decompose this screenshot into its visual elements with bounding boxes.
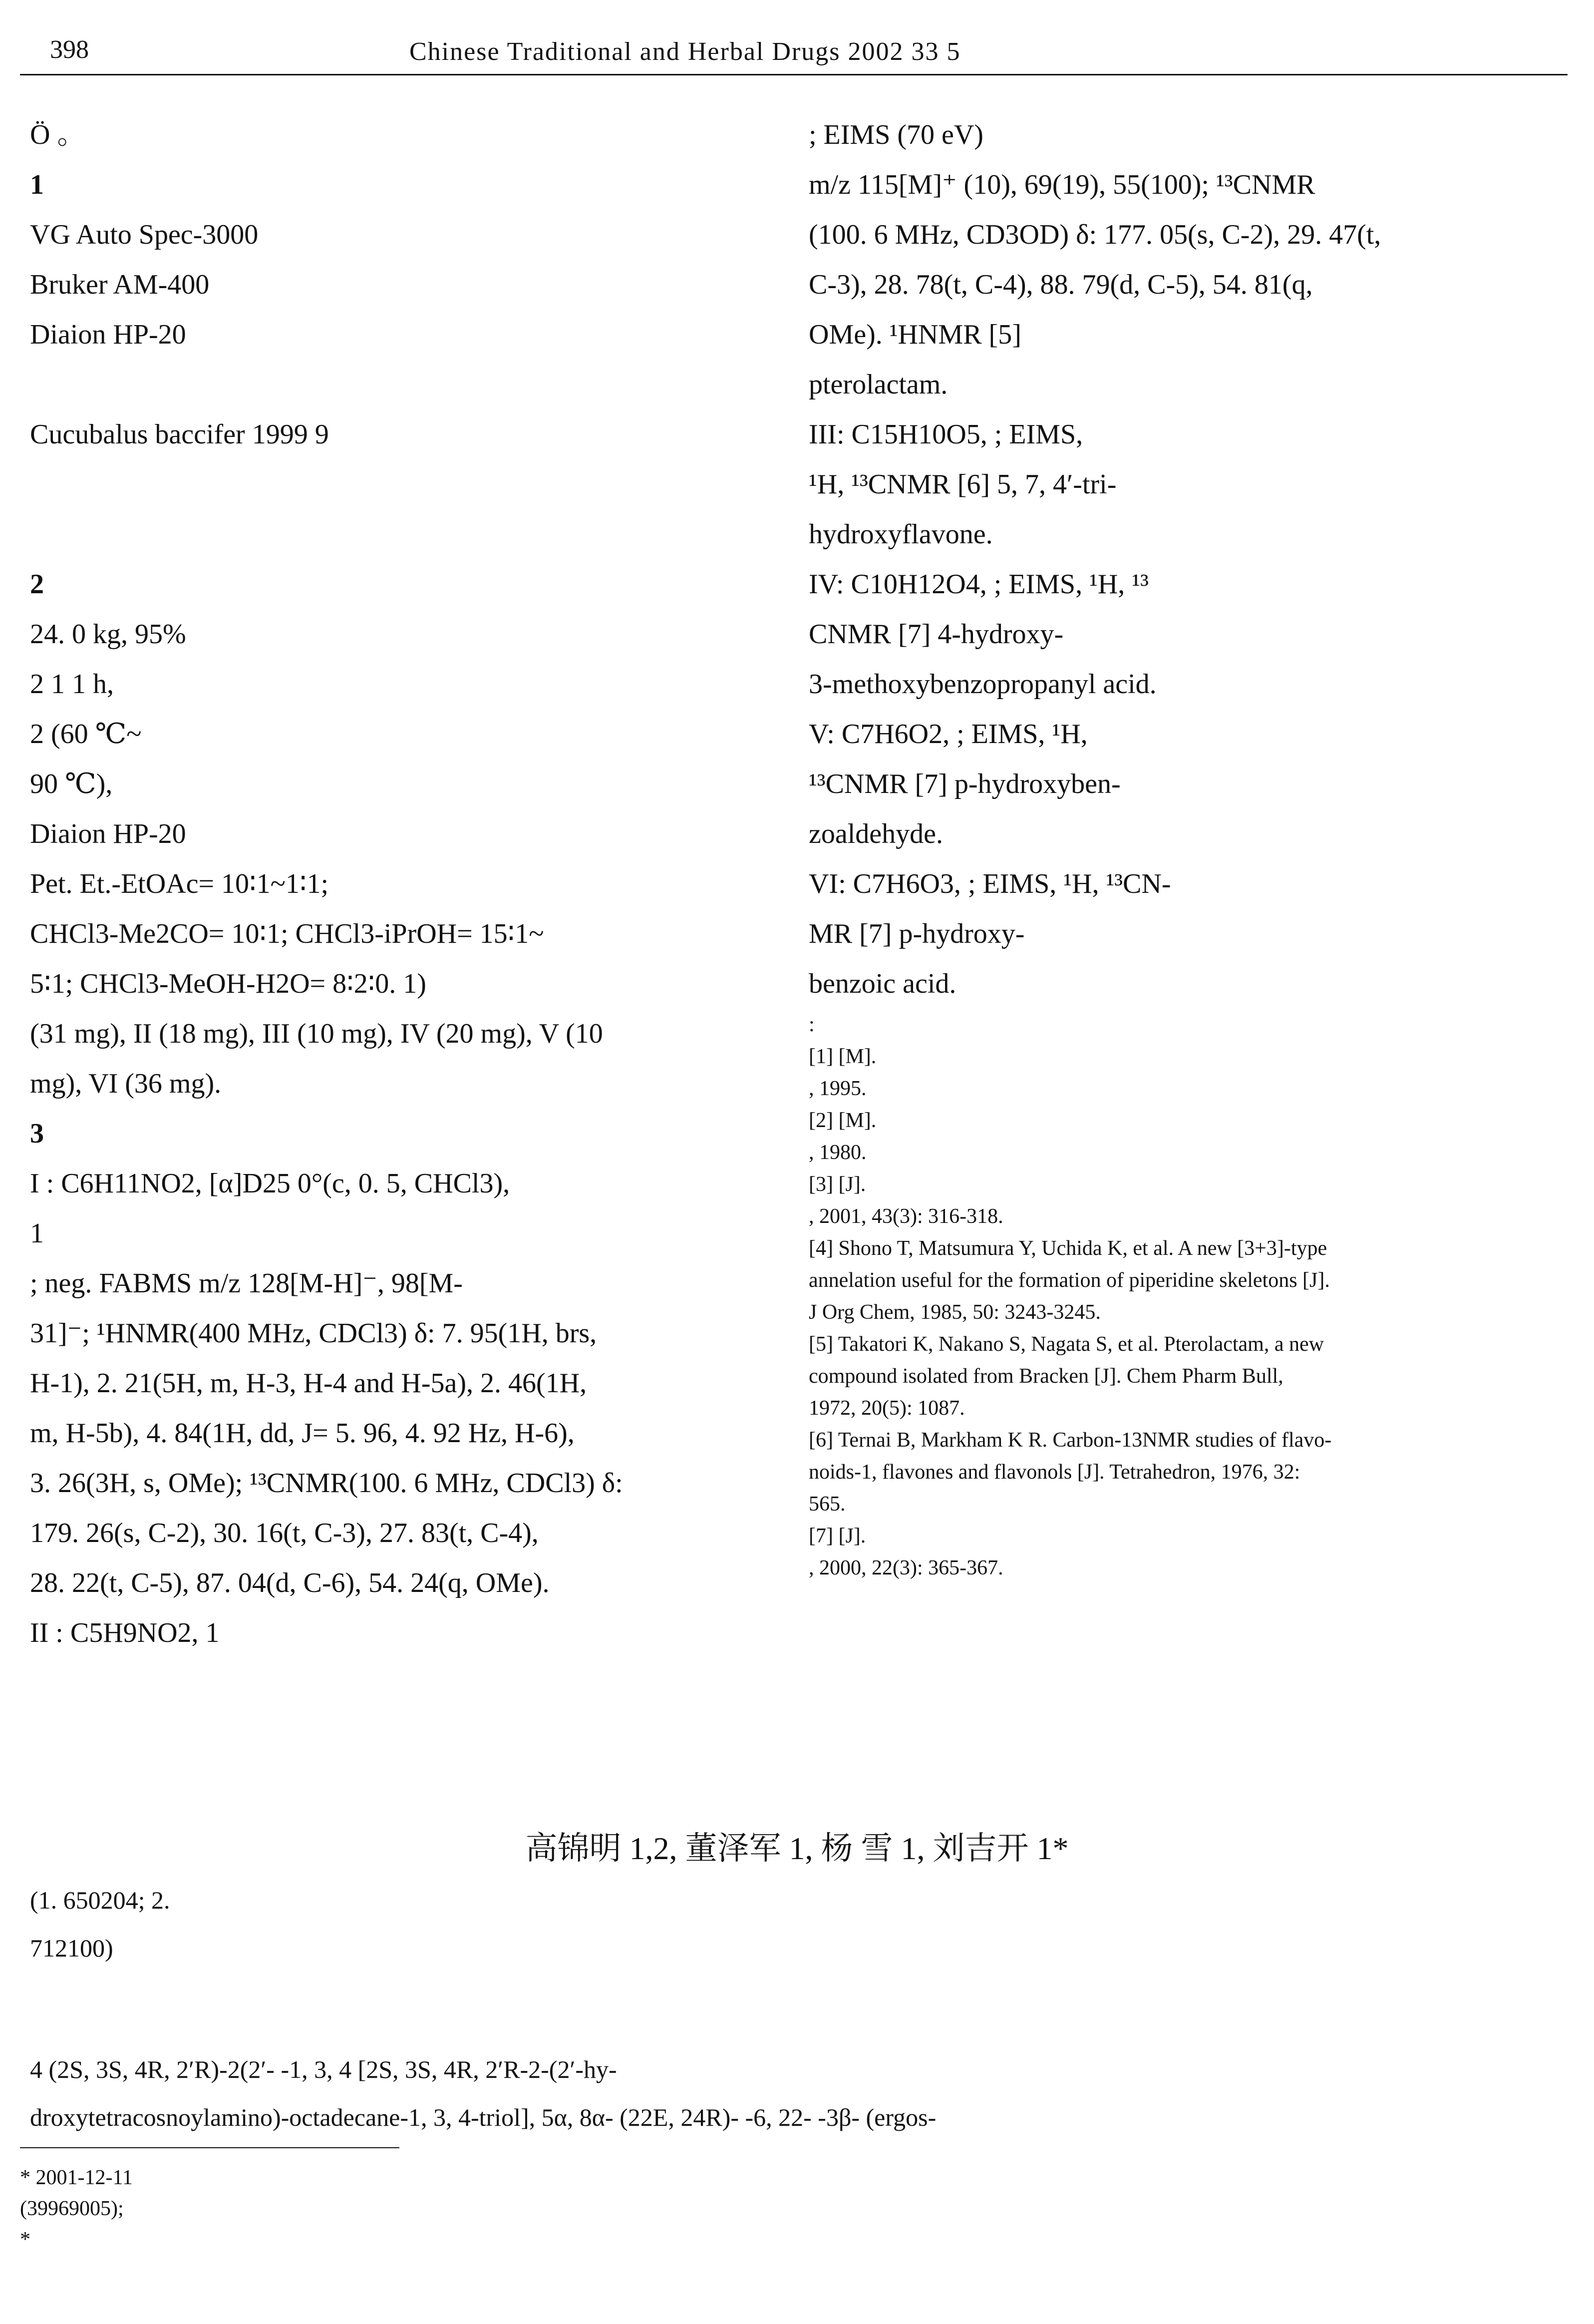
text-line [30, 509, 769, 559]
author-list: 高锦明 1,2, 董泽军 1, 杨 雪 1, 刘吉开 1* [525, 1831, 1069, 1866]
text-line: [5] Takatori K, Nakano S, Nagata S, et al. Pterolactam, a new [809, 1333, 1324, 1356]
text-line: * 2001-12-11 [20, 2166, 133, 2189]
text-line: [7] [J]. [809, 1525, 866, 1548]
text-line: 4 (2S, 3S, 4R, 2′R)-2(2′- -1, 3, 4 [2S, 3S, 4R, 2′R-2-(2′-hy- [30, 2055, 617, 2083]
section-heading: 2 [30, 569, 44, 600]
section-heading: 1 [30, 169, 44, 200]
text-line: 565. [809, 1493, 846, 1516]
text-line: droxytetracosnoylamino)-octadecane-1, 3, 4-triol], 5α, 8α- (22E, 24R)- -6, 22- -3β- (ergos- [30, 2103, 937, 2131]
text-line: 712100) [30, 1934, 113, 1962]
footnote [20, 2162, 1568, 2255]
text-line: CNMR [7] 4-hydroxy- [809, 619, 1064, 650]
text-line: 1972, 20(5): 1087. [809, 1397, 965, 1420]
text-line: 3. 26(3H, s, OMe); ¹³CNMR(100. 6 MHz, CDCl3) δ: [30, 1468, 623, 1499]
text-line: I : C6H11NO2, [α]D25 0°(c, 0. 5, CHCl3), [30, 1168, 510, 1199]
text-line: Pet. Et.-EtOAc= 10∶1~1∶1; [30, 868, 329, 899]
text-line: 2 1 1 h, [30, 669, 114, 700]
text-line: noids-1, flavones and flavonols [J]. Tetrahedron, 1976, 32: [809, 1461, 1300, 1484]
text-line: , 1995. [809, 1077, 867, 1100]
text-line: 24. 0 kg, 95% [30, 619, 186, 650]
text-line: OMe). ¹HNMR [5] [809, 319, 1021, 350]
text-line: Diaion HP-20 [30, 818, 186, 849]
text-line: Cucubalus baccifer 1999 9 [30, 419, 329, 450]
text-line: benzoic acid. [809, 968, 956, 999]
text-line: Ö 。 [30, 119, 85, 150]
text-line: * [20, 2228, 30, 2251]
text-line: 179. 26(s, C-2), 30. 16(t, C-3), 27. 83(t, C-4), [30, 1518, 539, 1549]
text-line: m, H-5b), 4. 84(1H, dd, J= 5. 96, 4. 92 Hz, H-6), [30, 1418, 575, 1449]
text-line [30, 1997, 1558, 2045]
text-line: 5∶1; CHCl3-MeOH-H2O= 8∶2∶0. 1) [30, 968, 426, 999]
text-line: H-1), 2. 21(5H, m, H-3, H-4 and H-5a), 2. 46(1H, [30, 1368, 587, 1399]
text-line: J Org Chem, 1985, 50: 3243-3245. [809, 1301, 1101, 1324]
text-line: III: C15H10O5, ; EIMS, [809, 419, 1083, 450]
text-line: [3] [J]. [809, 1173, 866, 1196]
text-line: , 2001, 43(3): 316-318. [809, 1205, 1003, 1228]
text-line: (31 mg), II (18 mg), III (10 mg), IV (20 mg), V (10 [30, 1018, 603, 1049]
text-line: hydroxyflavone. [809, 519, 993, 550]
right-column [809, 110, 1558, 1009]
text-line: 1 [30, 1218, 44, 1249]
text-line: pterolactam. [809, 369, 948, 400]
text-line: II : C5H9NO2, 1 [30, 1617, 220, 1648]
text-line: [1] [M]. [809, 1045, 877, 1068]
abstract [30, 1997, 1558, 2141]
text-line: [4] Shono T, Matsumura Y, Uchida K, et al. A new [3+3]-type [809, 1237, 1327, 1260]
text-line: V: C7H6O2, ; EIMS, ¹H, [809, 719, 1088, 750]
text-line: [6] Ternai B, Markham K R. Carbon-13NMR studies of flavo- [809, 1429, 1332, 1452]
text-line: , 2000, 22(3): 365-367. [809, 1556, 1003, 1579]
text-line: IV: C10H12O4, ; EIMS, ¹H, ¹³ [809, 569, 1149, 600]
text-line: m/z 115[M]⁺ (10), 69(19), 55(100); ¹³CNMR [809, 169, 1315, 200]
text-line: (39969005); [20, 2197, 124, 2220]
text-line: ¹H, ¹³CNMR [6] 5, 7, 4′-tri- [809, 469, 1117, 500]
running-header [30, 30, 1553, 70]
text-line: MR [7] p-hydroxy- [809, 918, 1025, 949]
left-column [30, 110, 769, 1658]
text-line: , 1980. [809, 1141, 867, 1164]
text-line: mg), VI (36 mg). [30, 1068, 222, 1099]
text-line: ¹³CNMR [7] p-hydroxyben- [809, 769, 1121, 799]
text-line: 2 (60 ℃~ [30, 719, 142, 750]
references [809, 1009, 1558, 1584]
text-line [30, 459, 769, 509]
text-line: VI: C7H6O3, ; EIMS, ¹H, ¹³CN- [809, 868, 1171, 899]
text-line: annelation useful for the formation of piperidine skeletons [J]. [809, 1269, 1330, 1292]
text-line: ; EIMS (70 eV) [809, 119, 983, 150]
text-line: [2] [M]. [809, 1109, 877, 1132]
text-line: C-3), 28. 78(t, C-4), 88. 79(d, C-5), 54. 81(q, [809, 269, 1313, 300]
text-line: ; neg. FABMS m/z 128[M-H]⁻, 98[M- [30, 1268, 463, 1299]
text-line: (1. 650204; 2. [30, 1886, 170, 1914]
text-line: 31]⁻; ¹HNMR(400 MHz, CDCl3) δ: 7. 95(1H, brs, [30, 1318, 597, 1349]
affiliation [30, 1878, 1558, 1973]
text-line: (100. 6 MHz, CD3OD) δ: 177. 05(s, C-2), 29. 47(t, [809, 219, 1381, 250]
text-line: Diaion HP-20 [30, 319, 186, 350]
text-line: Bruker AM-400 [30, 269, 210, 300]
header-rule [20, 74, 1568, 75]
footnote-rule [20, 2147, 399, 2148]
text-line: zoaldehyde. [809, 818, 943, 849]
journal-name: Chinese Traditional and Herbal Drugs 2002 33 5 [409, 37, 961, 66]
text-line: VG Auto Spec-3000 [30, 219, 259, 250]
text-line: CHCl3-Me2CO= 10∶1; CHCl3-iPrOH= 15∶1~ [30, 918, 544, 949]
text-line: 28. 22(t, C-5), 87. 04(d, C-6), 54. 24(q, OMe). [30, 1567, 550, 1598]
text-line: compound isolated from Bracken [J]. Chem Pharm Bull, [809, 1365, 1283, 1388]
text-line: 3-methoxybenzopropanyl acid. [809, 669, 1157, 700]
references-heading: : [809, 1013, 815, 1036]
text-line [30, 360, 769, 409]
section-heading: 3 [30, 1118, 44, 1149]
page-number: 398 [50, 35, 89, 64]
text-line: 90 ℃), [30, 769, 113, 799]
